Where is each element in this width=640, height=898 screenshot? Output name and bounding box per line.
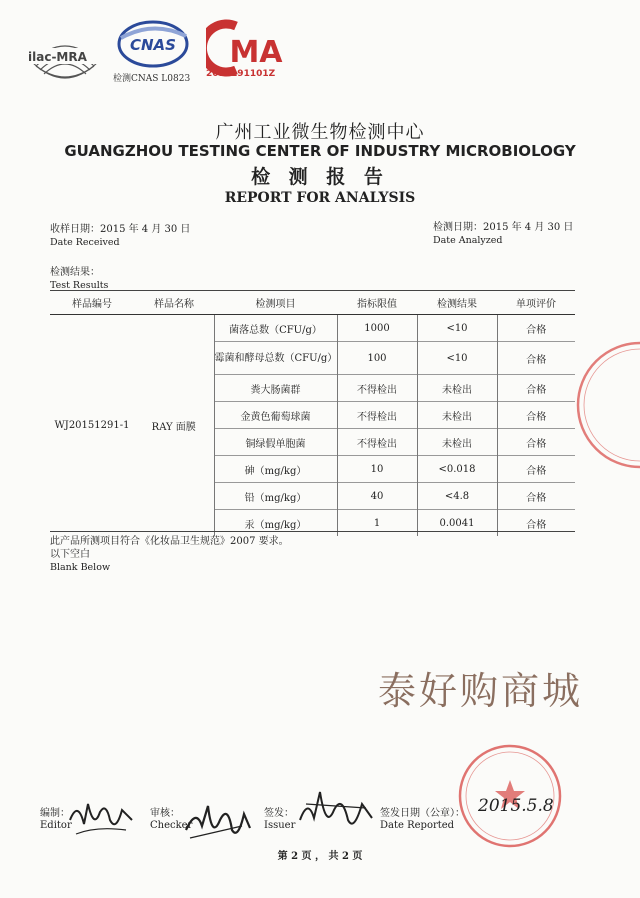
limit-cell: 不得检出 [337, 375, 417, 402]
result-cell: <10 [417, 315, 497, 342]
date-received-en: Date Received [50, 237, 120, 248]
report-title-en: REPORT FOR ANALYSIS [224, 190, 416, 206]
table-bottom-rule [50, 531, 575, 532]
header-sample-name: 样品名称 [134, 290, 214, 315]
table-header-row [50, 290, 575, 315]
editor-label-cn: 编制： [40, 808, 70, 819]
evaluation-cell: 合格 [497, 510, 575, 537]
date-reported-cn: 签发日期（公章）： [380, 808, 465, 819]
evaluation-cell: 合格 [497, 342, 575, 375]
cma-cert-number: 2015191101Z [206, 69, 276, 79]
page-number: 第 2 页 ， 共 2 页 [277, 851, 363, 862]
result-cell: 未检出 [417, 375, 497, 402]
official-stamp-partial [560, 330, 640, 480]
header-sample-id: 样品编号 [50, 290, 134, 315]
issuer-label-en: Issuer [264, 820, 296, 831]
blank-below-en: Blank Below [50, 562, 111, 573]
cnas-logo [112, 14, 194, 70]
checker-label-en: Checker [150, 820, 193, 831]
test-results-en: Test Results [50, 280, 109, 291]
evaluation-cell: 合格 [497, 375, 575, 402]
limit-cell: 1 [337, 510, 417, 537]
blank-below-cn: 以下空白 [50, 549, 90, 560]
evaluation-cell: 合格 [497, 429, 575, 456]
limit-cell: 1000 [337, 315, 417, 342]
conclusion-text: 此产品所测项目符合《化妆品卫生规范》2007 要求。 [50, 536, 289, 547]
editor-label-en: Editor [40, 820, 72, 831]
checker-label-cn: 审核： [150, 808, 180, 819]
item-cell: 铅（mg/kg） [214, 483, 337, 510]
date-reported-label [380, 808, 465, 832]
item-cell: 霉菌和酵母总数（CFU/g） [214, 342, 337, 375]
evaluation-cell: 合格 [497, 402, 575, 429]
result-cell: <10 [417, 342, 497, 375]
table-row [50, 315, 575, 342]
issuer-label [264, 808, 295, 832]
item-cell: 金黄色葡萄球菌 [214, 402, 337, 429]
result-cell: <4.8 [417, 483, 497, 510]
result-cell: 未检出 [417, 402, 497, 429]
watermark-text: 泰好购商城 [378, 669, 584, 713]
conclusion-block [50, 535, 289, 574]
header-limit: 指标限值 [337, 290, 417, 315]
editor-signature [66, 790, 138, 842]
sample-name-cell: RAY 面膜 [151, 422, 196, 433]
result-cell: <0.018 [417, 456, 497, 483]
limit-cell: 不得检出 [337, 429, 417, 456]
center-name-en: GUANGZHOU TESTING CENTER OF INDUSTRY MICROBIOLOGY [64, 142, 576, 160]
result-cell: 0.0041 [417, 510, 497, 537]
date-received [50, 223, 190, 249]
limit-cell: 40 [337, 483, 417, 510]
cnas-cert-number: 检测CNAS L0823 [113, 74, 191, 84]
item-cell: 汞（mg/kg） [214, 510, 337, 537]
header-evaluation: 单项评价 [497, 290, 575, 315]
item-cell: 粪大肠菌群 [214, 375, 337, 402]
item-cell: 铜绿假单胞菌 [214, 429, 337, 456]
date-analyzed-cn: 检测日期：2015 年 4 月 30 日 [433, 222, 574, 233]
date-analyzed-en: Date Analyzed [433, 235, 503, 246]
report-title-cn: 检 测 报 告 [251, 166, 389, 188]
official-stamp [445, 740, 575, 850]
date-received-cn: 收样日期：2015 年 4 月 30 日 [50, 224, 191, 235]
issuer-signature [296, 784, 376, 840]
test-results-label [50, 266, 108, 292]
result-cell: 未检出 [417, 429, 497, 456]
center-name-cn: 广州工业微生物检测中心 [215, 122, 425, 143]
issuer-label-cn: 签发： [264, 808, 294, 819]
results-table [50, 290, 575, 536]
date-analyzed [433, 221, 573, 247]
cnas-text: CNAS [130, 36, 176, 54]
checker-signature [182, 796, 254, 848]
header-result: 检测结果 [417, 290, 497, 315]
limit-cell: 10 [337, 456, 417, 483]
evaluation-cell: 合格 [497, 315, 575, 342]
item-cell: 菌落总数（CFU/g） [214, 315, 337, 342]
limit-cell: 100 [337, 342, 417, 375]
item-cell: 砷（mg/kg） [214, 456, 337, 483]
cma-text: MA [229, 35, 283, 70]
limit-cell: 不得检出 [337, 402, 417, 429]
ilac-mra-logo [26, 22, 104, 88]
date-reported-value: 2015.5.8 [478, 796, 554, 816]
sample-id-cell: WJ20151291-1 [54, 420, 130, 431]
evaluation-cell: 合格 [497, 483, 575, 510]
evaluation-cell: 合格 [497, 456, 575, 483]
header-test-item: 检测项目 [214, 290, 337, 315]
ilac-text: ilac-MRA [28, 50, 87, 64]
test-results-cn: 检测结果： [50, 267, 100, 278]
date-reported-en: Date Reported [380, 820, 455, 831]
